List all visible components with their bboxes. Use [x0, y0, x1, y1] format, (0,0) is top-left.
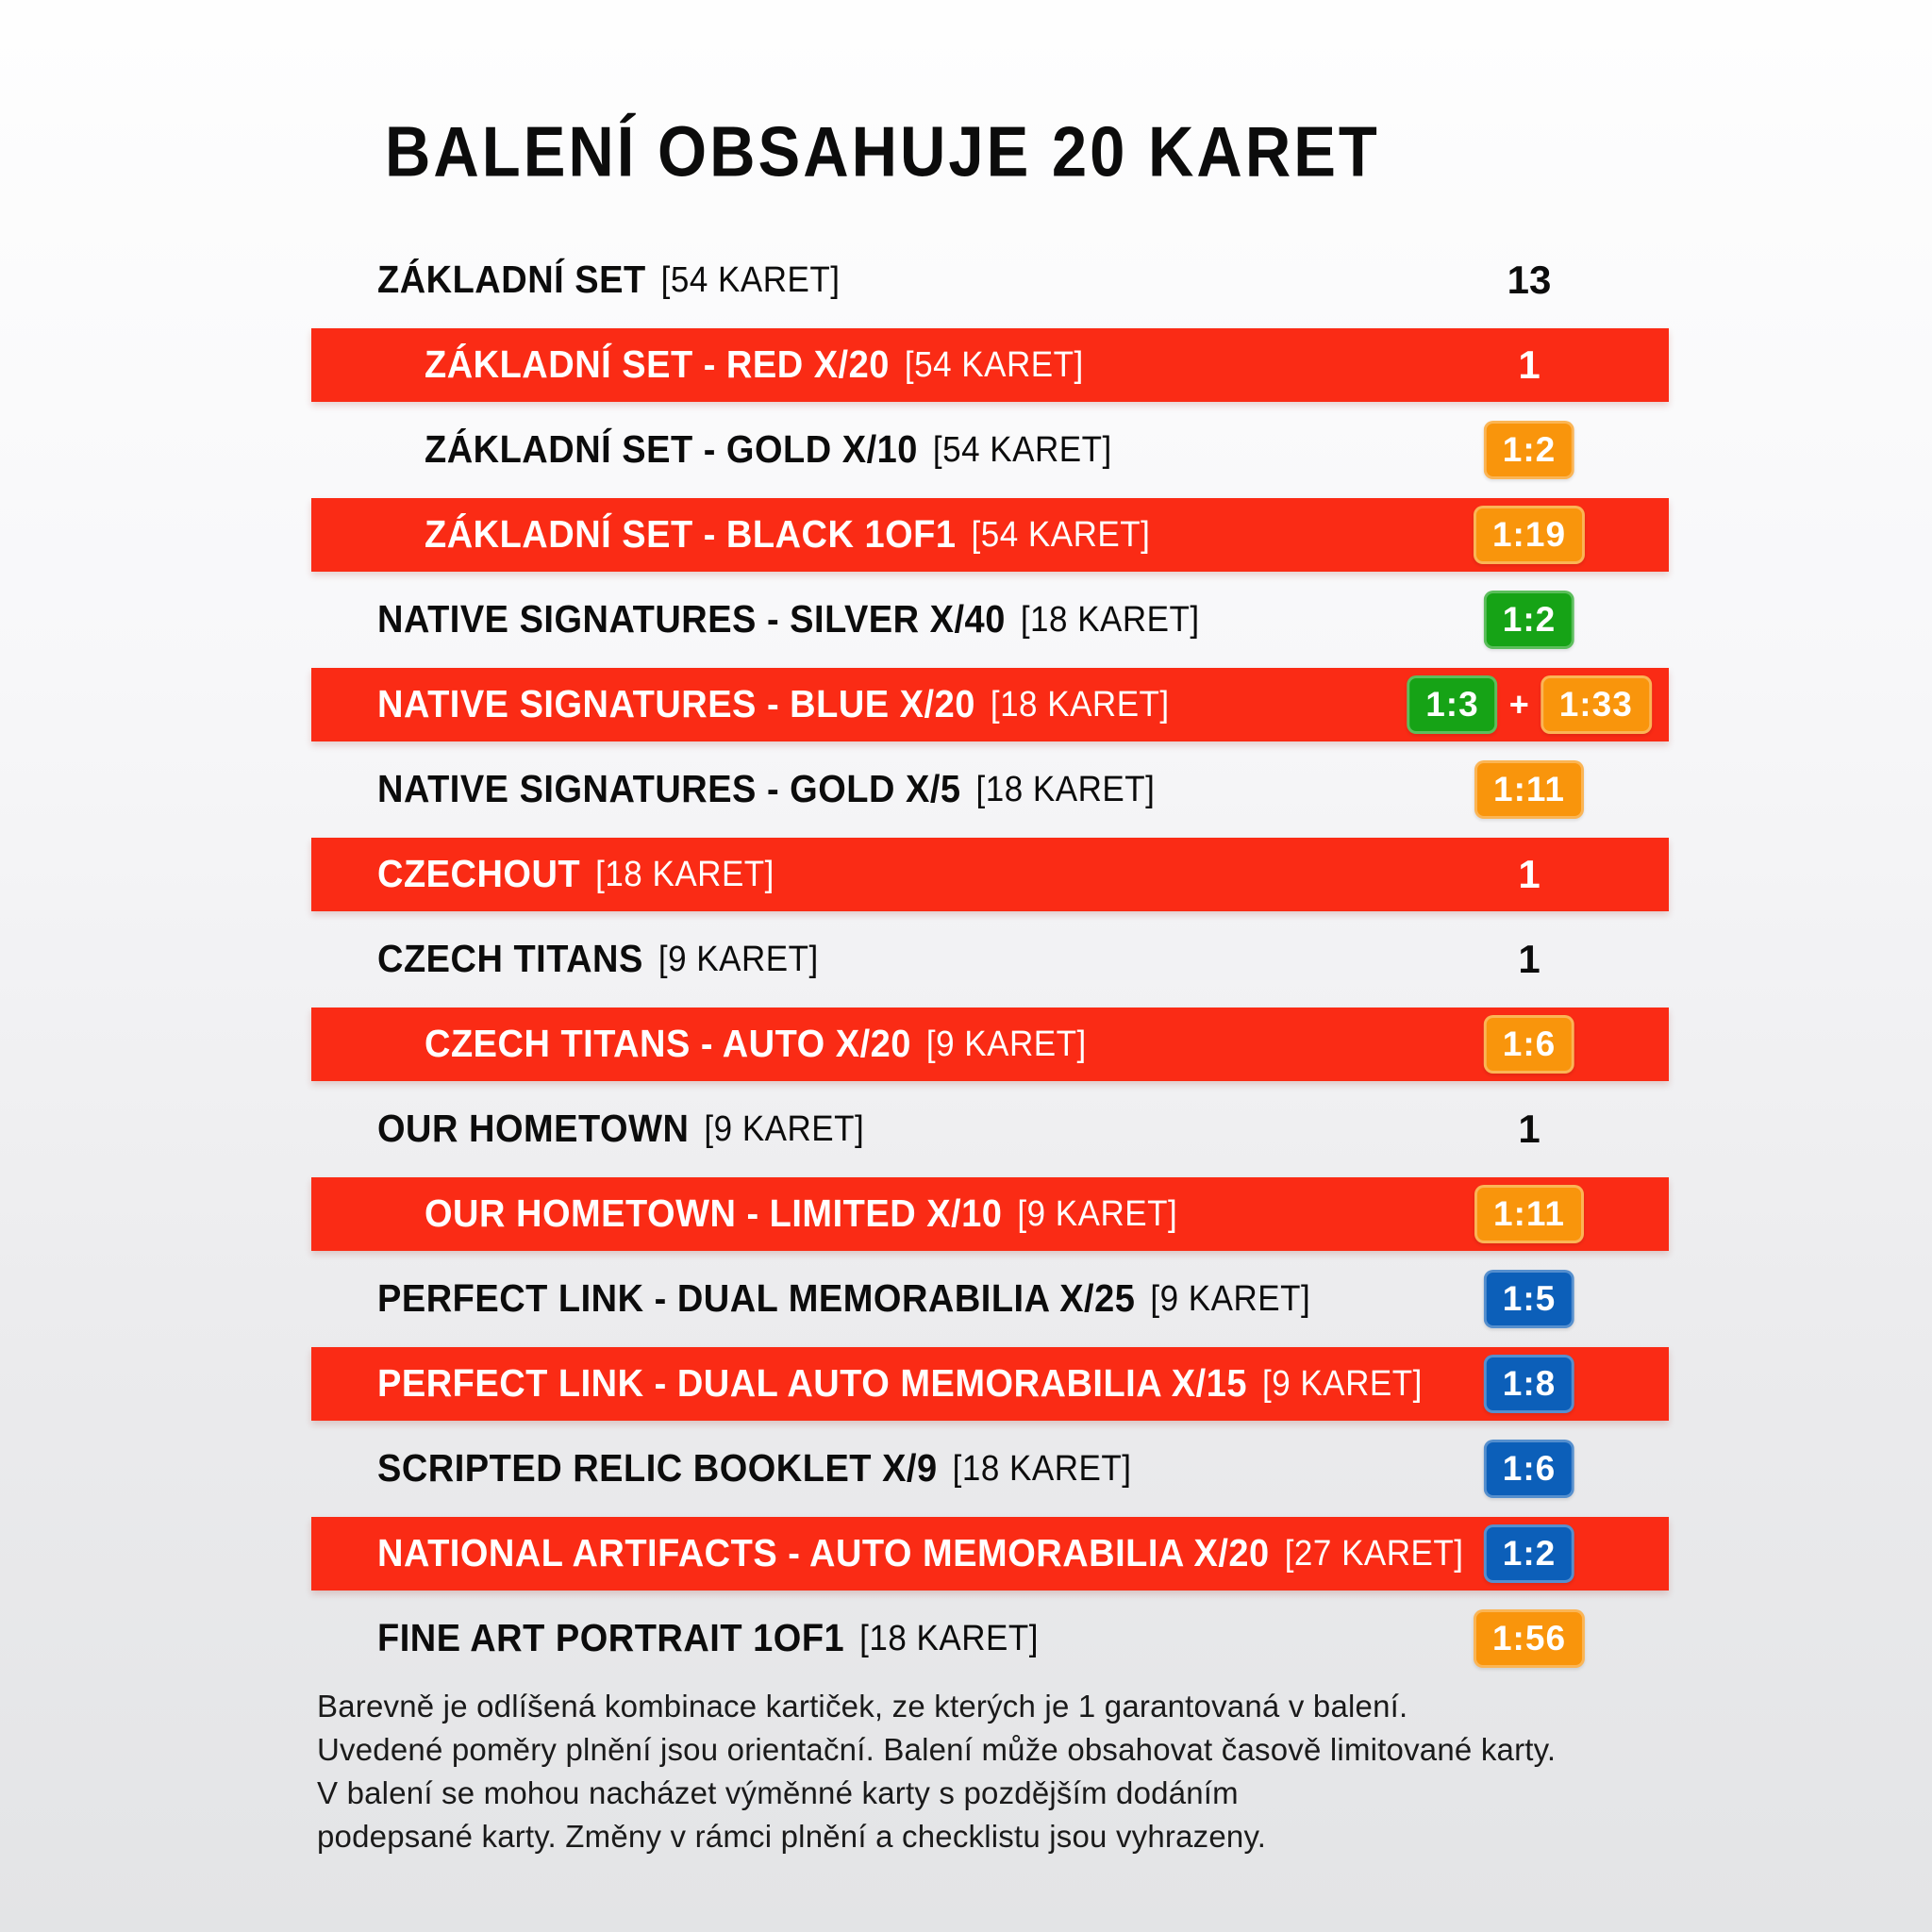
table-row — [0, 917, 1932, 1002]
table-row — [0, 1341, 1932, 1426]
row-name: OUR HOMETOWN — [377, 1107, 690, 1151]
row-count: [54 KARET] — [904, 344, 1084, 385]
ratio-badge-blue: 1:6 — [1484, 1440, 1574, 1498]
ratio-badge-green: 1:3 — [1407, 675, 1497, 734]
table-row — [0, 832, 1932, 917]
row-value-text: 1 — [1518, 1107, 1541, 1151]
ratio-badge-orange: 1:56 — [1474, 1609, 1585, 1668]
row-value — [1484, 1524, 1574, 1583]
row-bar — [311, 923, 1669, 996]
table-row — [0, 238, 1932, 323]
table-row — [0, 492, 1932, 577]
ratio-badge-blue: 1:2 — [1484, 1524, 1574, 1583]
row-value-text: 1 — [1518, 937, 1541, 981]
row-value — [1474, 1185, 1584, 1243]
table-row — [0, 1002, 1932, 1087]
ratio-badge-orange: 1:11 — [1474, 1185, 1584, 1243]
ratio-badge-green: 1:2 — [1484, 591, 1574, 649]
row-count: [54 KARET] — [971, 514, 1151, 555]
row-bar — [311, 328, 1669, 402]
row-value — [1484, 1270, 1574, 1328]
row-name: PERFECT LINK - DUAL AUTO MEMORABILIA X/15 — [377, 1361, 1247, 1406]
row-name: ZÁKLADNÍ SET - RED X/20 — [425, 342, 890, 387]
table-row — [0, 1596, 1932, 1681]
page-title: BALENÍ OBSAHUJE 20 KARET — [385, 112, 1380, 192]
table-row — [0, 323, 1932, 408]
row-value — [1484, 1440, 1574, 1498]
row-count: [9 KARET] — [704, 1108, 865, 1149]
row-value — [1474, 1609, 1585, 1668]
row-name: SCRIPTED RELIC BOOKLET X/9 — [377, 1446, 938, 1491]
table-row — [0, 1511, 1932, 1596]
row-value — [1518, 852, 1540, 897]
row-bar — [311, 1347, 1669, 1421]
badge-separator: + — [1508, 685, 1529, 724]
ratio-badge-orange: 1:19 — [1474, 506, 1585, 564]
row-bar — [311, 413, 1669, 487]
row-bar — [311, 243, 1669, 317]
row-bar — [311, 1092, 1669, 1166]
row-name: CZECHOUT — [377, 852, 581, 896]
row-value — [1518, 937, 1540, 982]
row-bar — [311, 1432, 1669, 1506]
row-name: ZÁKLADNÍ SET - BLACK 1OF1 — [425, 512, 957, 557]
row-name: OUR HOMETOWN - LIMITED X/10 — [425, 1191, 1003, 1236]
row-count: [18 KARET] — [990, 684, 1170, 724]
row-name: NATIVE SIGNATURES - GOLD X/5 — [377, 767, 961, 811]
row-value — [1484, 591, 1574, 649]
row-name: NATIONAL ARTIFACTS - AUTO MEMORABILIA X/20 — [377, 1531, 1270, 1575]
row-count: [18 KARET] — [952, 1448, 1132, 1489]
footnote — [317, 1685, 1732, 1858]
row-value-text: 13 — [1507, 258, 1552, 302]
pack-contents-table — [0, 238, 1932, 1681]
table-row — [0, 747, 1932, 832]
row-bar — [311, 753, 1669, 826]
row-name: FINE ART PORTRAIT 1OF1 — [377, 1616, 845, 1660]
row-bar — [311, 1177, 1669, 1251]
row-count: [54 KARET] — [932, 429, 1112, 470]
row-value — [1518, 1107, 1540, 1152]
row-name: ZÁKLADNÍ SET — [377, 258, 646, 302]
row-bar — [311, 583, 1669, 657]
footnote-line: podepsané karty. Změny v rámci plnění a checklistu jsou vyhrazeny. — [317, 1819, 1267, 1854]
row-count: [27 KARET] — [1284, 1533, 1464, 1574]
row-count: [18 KARET] — [859, 1618, 1039, 1658]
row-name: ZÁKLADNÍ SET - GOLD X/10 — [425, 427, 918, 472]
table-row — [0, 662, 1932, 747]
row-value — [1484, 421, 1574, 479]
row-bar — [311, 1602, 1669, 1675]
footnote-line: Barevně je odlíšená kombinace kartiček, ze kterých je 1 garantovaná v balení. — [317, 1689, 1408, 1724]
ratio-badge-blue: 1:5 — [1484, 1270, 1574, 1328]
row-name: NATIVE SIGNATURES - BLUE X/20 — [377, 682, 975, 726]
row-value — [1507, 258, 1552, 303]
ratio-badge-orange: 1:2 — [1484, 421, 1574, 479]
row-value-text: 1 — [1518, 852, 1541, 896]
row-name: CZECH TITANS — [377, 937, 643, 981]
table-row — [0, 1172, 1932, 1257]
row-bar — [311, 1008, 1669, 1081]
row-name: PERFECT LINK - DUAL MEMORABILIA X/25 — [377, 1276, 1136, 1321]
footnote-line: Uvedené poměry plnění jsou orientační. Balení může obsahovat časově limitované karty. — [317, 1732, 1557, 1767]
row-count: [9 KARET] — [925, 1024, 1087, 1064]
row-name: CZECH TITANS - AUTO X/20 — [425, 1022, 911, 1066]
row-count: [18 KARET] — [975, 769, 1156, 809]
row-bar — [311, 1262, 1669, 1336]
table-row — [0, 1087, 1932, 1172]
ratio-badge-blue: 1:8 — [1484, 1355, 1574, 1413]
row-count: [9 KARET] — [658, 939, 819, 979]
row-bar — [311, 1517, 1669, 1591]
row-value — [1474, 506, 1585, 564]
row-bar — [311, 498, 1669, 572]
ratio-badge-orange: 1:6 — [1484, 1015, 1574, 1074]
row-value-text: 1 — [1518, 342, 1541, 387]
row-value — [1518, 342, 1540, 388]
table-row — [0, 1257, 1932, 1341]
footnote-line: V balení se mohou nacházet výměnné karty s pozdějším dodáním — [317, 1775, 1239, 1810]
row-value — [1407, 675, 1652, 734]
row-name: NATIVE SIGNATURES - SILVER X/40 — [377, 597, 1006, 641]
row-bar — [311, 838, 1669, 911]
row-count: [54 KARET] — [660, 259, 841, 300]
row-value — [1484, 1015, 1574, 1074]
row-count: [18 KARET] — [595, 854, 774, 894]
table-row — [0, 1426, 1932, 1511]
table-row — [0, 408, 1932, 492]
row-count: [9 KARET] — [1261, 1363, 1423, 1404]
row-value — [1474, 760, 1584, 819]
ratio-badge-orange: 1:11 — [1474, 760, 1584, 819]
row-count: [9 KARET] — [1150, 1278, 1311, 1319]
table-row — [0, 577, 1932, 662]
row-count: [9 KARET] — [1017, 1193, 1178, 1234]
ratio-badge-orange: 1:33 — [1541, 675, 1652, 734]
row-value — [1484, 1355, 1574, 1413]
row-count: [18 KARET] — [1020, 599, 1200, 640]
